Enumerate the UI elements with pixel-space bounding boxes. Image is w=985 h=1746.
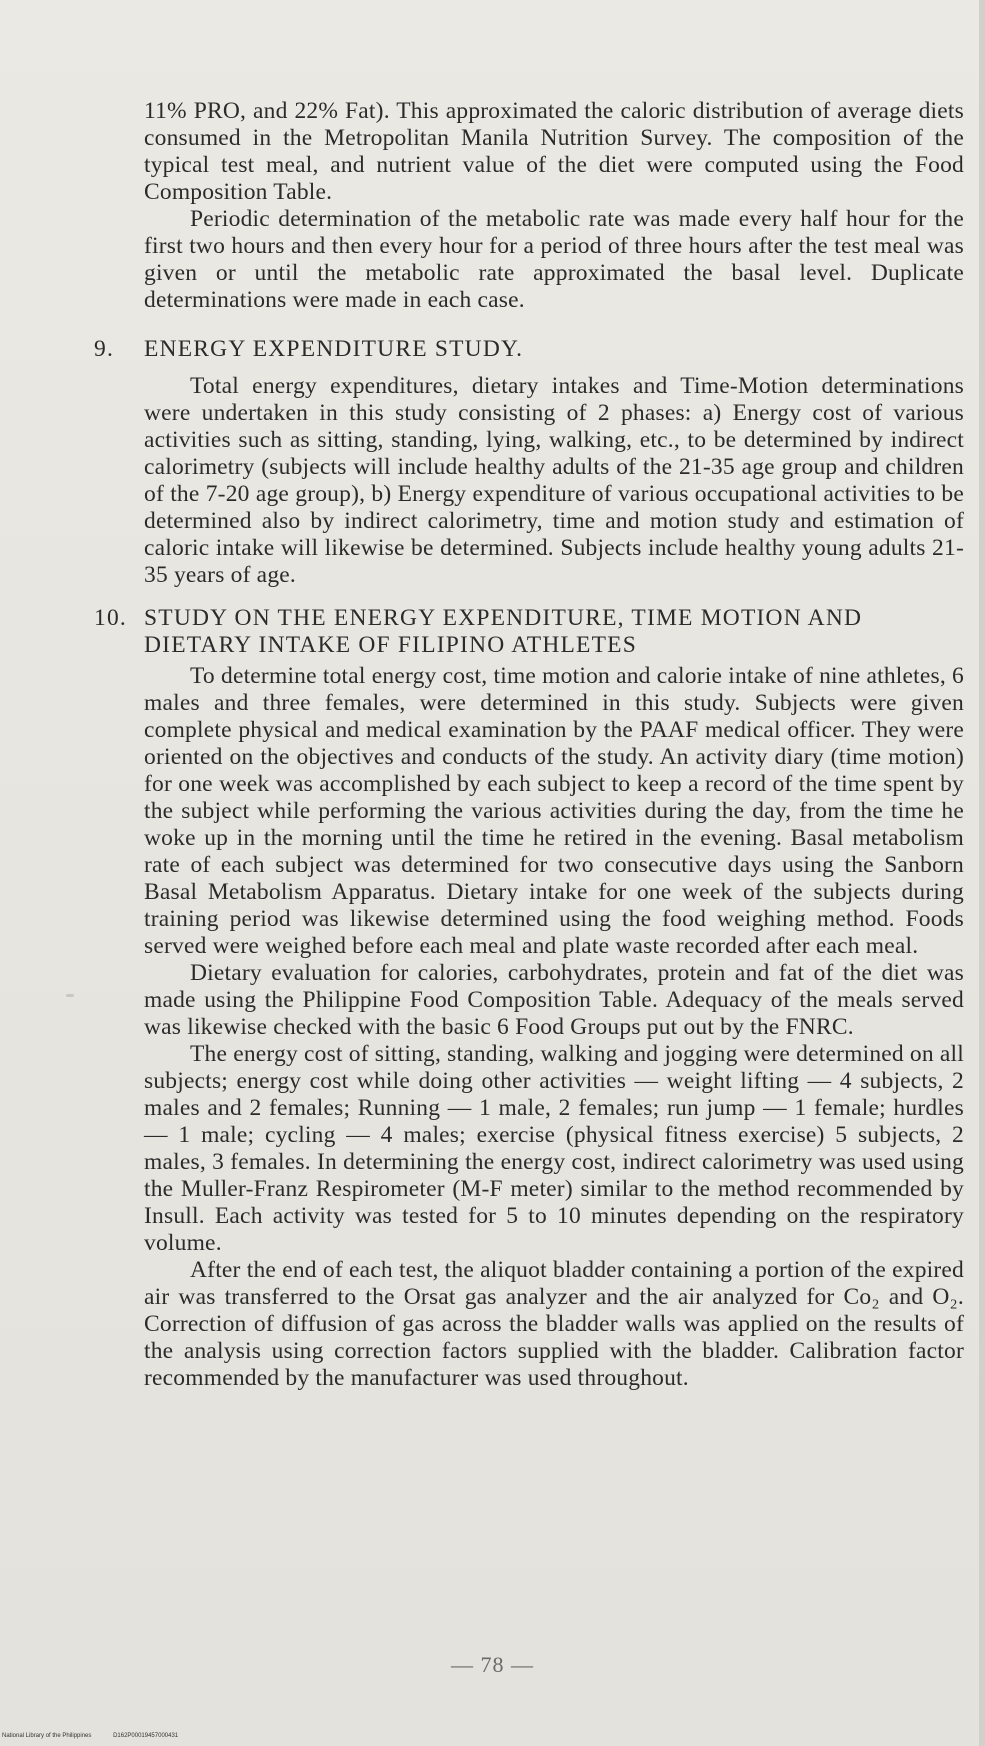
- paragraph-periodic-determination: Periodic determination of the metabolic rate was made every half hour for the first two hours and then every hour for a period of three hours after the test meal was given or until the metabolic rate approximated the basal level. Duplicate determinations were made in each case.: [144, 206, 964, 313]
- section-9-paragraph: Total energy expenditures, dietary intakes and Time-Motion determinations were undertaken in this study consisting of 2 phases: a) Energy cost of various activities such as sitting, standing, lying, walking, etc., to be determined by indirect calorimetry (subjects will include healthy adults of the 21-35 age group and children of the 7-20 age group), b) Energy expenditure of various occupational activities to be determined also by indirect calorimetry, time and motion study and estimation of caloric intake will likewise be determined. Subjects include healthy young adults 21-35 years of age.: [144, 373, 964, 588]
- section-9-heading: [94, 336, 964, 363]
- section-9-title: ENERGY EXPENDITURE STUDY.: [144, 336, 524, 362]
- section-10-heading: [94, 605, 964, 659]
- scan-speck: [66, 994, 74, 997]
- footer-item-id: D162P00019457000431: [113, 1733, 179, 1739]
- paragraph-intro: 11% PRO, and 22% Fat). This approximated the caloric distribution of average diets consumed in the Metropolitan Manila Nutrition Survey. The composition of the typical test meal, and nutrient value of the diet were computed using the Food Composition Table.: [144, 98, 964, 205]
- footer-library-name: National Library of the Philippines: [2, 1733, 92, 1739]
- section-10-paragraph-2: Dietary evaluation for calories, carbohydrates, protein and fat of the diet was made using the Philippine Food Composition Table. Adequacy of the meals served was likewise checked with the basic 6 Food Groups put out by the FNRC.: [144, 960, 964, 1040]
- section-10-paragraph-1: To determine total energy cost, time motion and calorie intake of nine athletes, 6 males and three females, were determined in this study. Subjects were given complete physical and medical examination by the PAAF medical officer. They were oriented on the objectives and conducts of the study. An activity diary (time motion) for one week was accomplished by each subject to keep a record of the time spent by the subject while performing the various activities during the day, from the time he woke up in the morning until the time he retired in the evening. Basal metabolism rate of each subject was determined for two consecutive days using the Sanborn Basal Metabolism Apparatus. Dietary intake for one week of the subjects during training period was likewise determined using the food weighing method. Foods served were weighed before each meal and plate waste recorded after each meal.: [144, 663, 964, 959]
- page-edge-shadow: [979, 0, 985, 1746]
- scan-footer: [2, 1733, 178, 1739]
- page-number: — 78 —: [451, 1652, 534, 1677]
- section-10-number: 10.: [94, 605, 127, 631]
- section-10-paragraph-4: After the end of each test, the aliquot bladder containing a portion of the expired air was transferred to the Orsat gas analyzer and the air analyzed for Co₂ and O₂. Correction of diffusion of gas across the bladder walls was applied on the results of the analysis using correction factors supplied with the bladder. Calibration factor recommended by the manufacturer was used throughout.: [144, 1257, 964, 1391]
- section-9-number: 9.: [94, 336, 115, 362]
- section-10-title: STUDY ON THE ENERGY EXPENDITURE, TIME MOTION AND DIETARY INTAKE OF FILIPINO ATHLETES: [144, 605, 863, 658]
- page-body: [94, 98, 964, 1392]
- section-10-paragraph-3: The energy cost of sitting, standing, walking and jogging were determined on all subjects; energy cost while doing other activities — weight lifting — 4 subjects, 2 males and 2 females; Running — 1 male, 2 females; run jump — 1 female; hurdles — 1 male; cycling — 4 males; exercise (physical fitness exercise) 5 subjects, 2 males, 3 females. In determining the energy cost, indirect calorimetry was used using the Muller-Franz Respirometer (M-F meter) similar to the method recommended by Insull. Each activity was tested for 5 to 10 minutes depending on the respiratory volume.: [144, 1041, 964, 1256]
